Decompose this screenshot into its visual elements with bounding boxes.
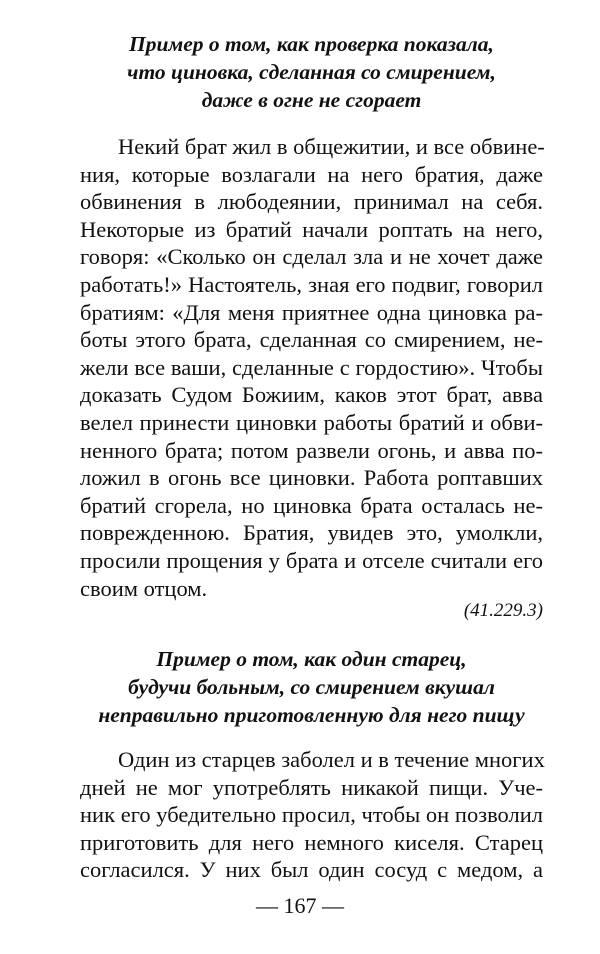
section-2-body <box>80 746 543 884</box>
body-line: боты этого брата, сделанная со смирением, не- <box>80 327 543 353</box>
body-line: поврежденною. Братия, увидев это, умолкли, <box>80 520 543 546</box>
body-line: согласился. У них был один сосуд с медом, а <box>80 857 543 883</box>
body-line: братий сгорела, но циновка брата осталась не- <box>80 492 543 518</box>
body-line: дней не мог употреблять никакой пищи. Уче- <box>80 774 543 800</box>
heading-line: неправильно приготовленную для него пищу <box>98 703 525 727</box>
body-line: ненного брата; потом развели огонь, и авва по- <box>80 437 543 463</box>
body-line: своим отцом. <box>80 575 208 601</box>
body-line: велел принести циновки работы братий и обви- <box>80 409 543 435</box>
body-line: братиям: «Для меня приятнее одна циновка ра- <box>80 299 543 325</box>
page-number: — 167 — <box>256 893 344 918</box>
body-line: ния, которые возлагали на него братия, даже <box>80 161 543 187</box>
heading-line: Пример о том, как один старец, <box>156 647 467 671</box>
body-line: ник его убедительно просил, чтобы он позволил <box>80 802 543 828</box>
body-line: Некоторые из братий начали роптать на него, <box>80 216 543 242</box>
heading-line: будучи больным, со смирением вкушал <box>128 675 495 699</box>
body-line: Один из старцев заболел и в течение многих <box>118 747 545 772</box>
body-line: обвинения в любодеянии, принимал на себя. <box>80 189 543 215</box>
heading-line: Пример о том, как проверка показала, <box>129 32 494 56</box>
body-line: доказать Судом Божиим, каков этот брат, авва <box>80 382 543 408</box>
body-line: приготовить для него немного киселя. Старец <box>80 829 543 855</box>
heading-line: что циновка, сделанная со смирением, <box>127 60 496 84</box>
body-line: жели все ваши, сделанные с гордостию». Чтобы <box>80 354 543 380</box>
section-1-body <box>80 133 543 602</box>
body-line: Некий брат жил в общежитии, и все обвине- <box>118 134 545 159</box>
heading-line: даже в огне не сгорает <box>201 88 422 112</box>
section-1-reference: (41.229.3) <box>463 600 543 621</box>
body-line: просили прощения у брата и отселе считали его <box>80 547 543 573</box>
section-2-heading <box>80 645 543 729</box>
body-line: говоря: «Сколько он сделал зла и не хочет даже <box>80 244 543 270</box>
body-line: ложил в огонь все циновки. Работа роптавших <box>80 465 543 491</box>
body-line: работать!» Настоятель, зная его подвиг, говорил <box>80 271 543 297</box>
section-1-heading <box>80 30 543 114</box>
